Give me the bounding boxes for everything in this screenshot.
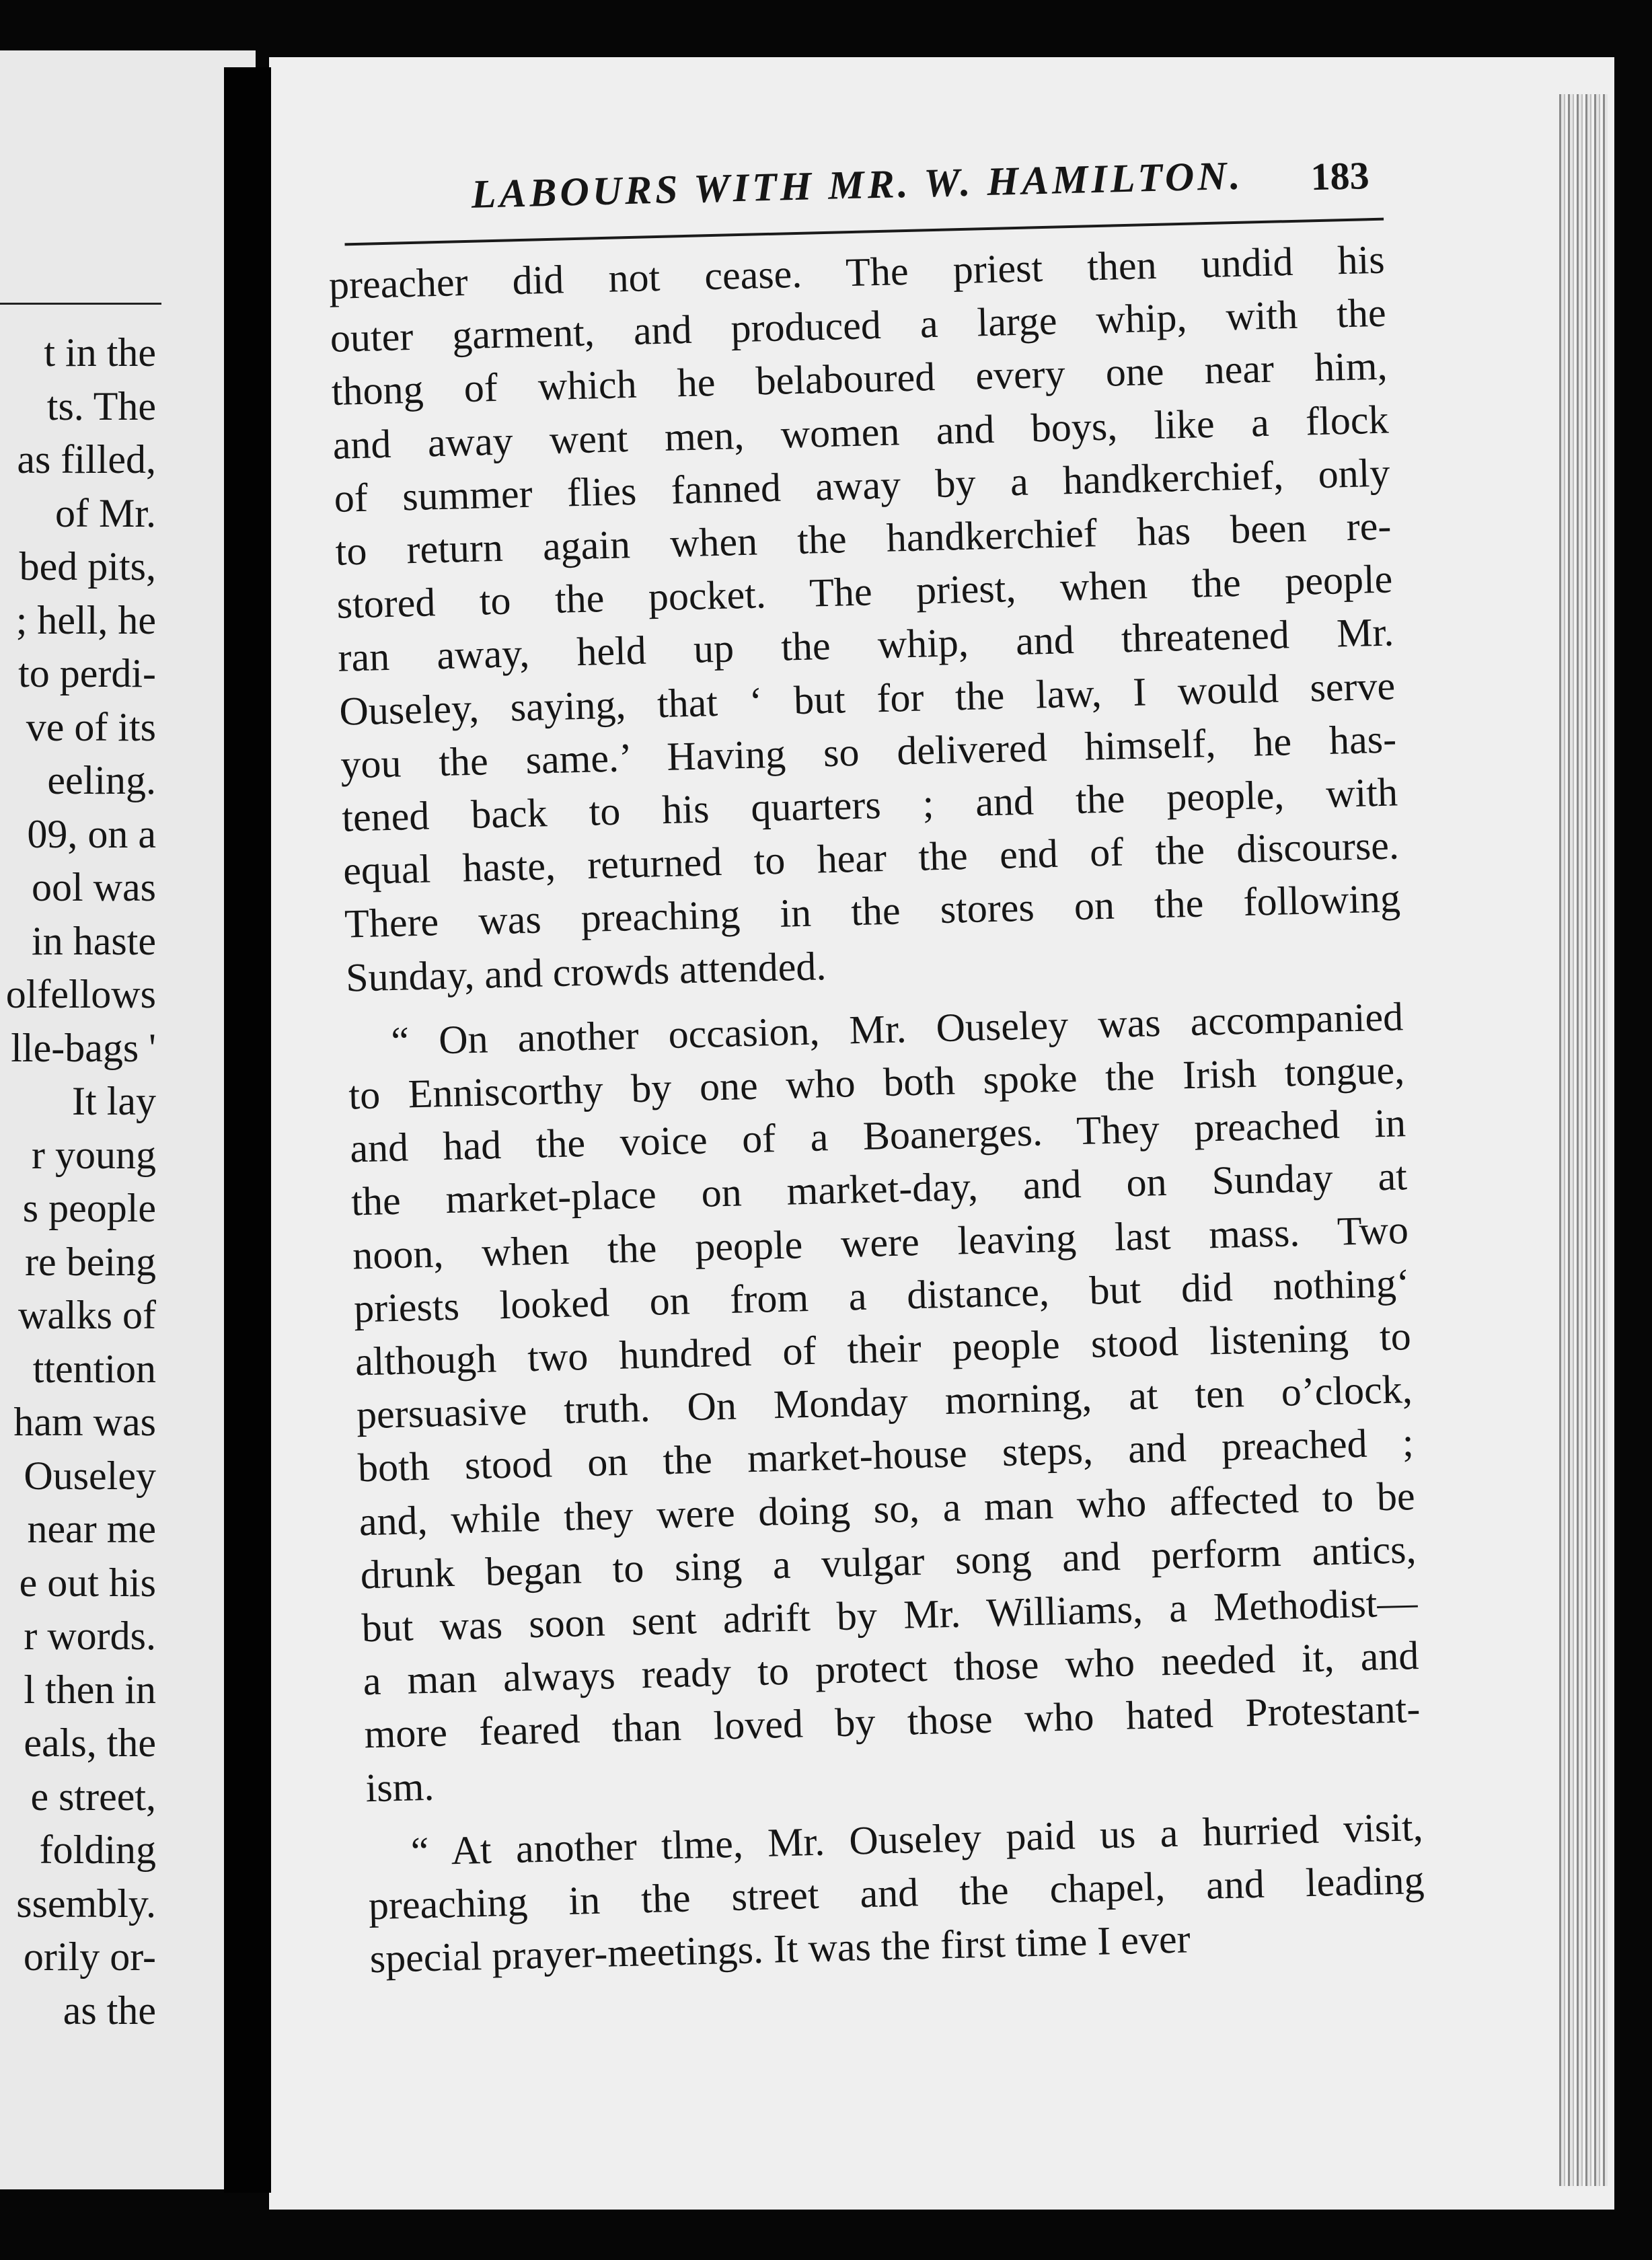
page-text-block <box>326 149 1426 1986</box>
left-page-line: olfellows <box>5 972 156 1016</box>
left-page-line: re being <box>25 1239 156 1284</box>
text-line: There was preaching in the stores on the following <box>344 876 1401 947</box>
left-page-line: walks of <box>18 1293 156 1337</box>
left-page-line: eeling. <box>47 758 156 802</box>
left-page-line: ve of its <box>26 704 156 749</box>
text-line: equal haste, returned to hear the end of the discourse. <box>342 823 1400 893</box>
text-line: to return again when the handkerchief has been re- <box>334 503 1392 574</box>
left-page-rule <box>0 303 161 305</box>
running-head <box>326 149 1384 249</box>
left-page-line: r words. <box>24 1614 156 1658</box>
text-line: and had the voice of a Boanerges. They preached in <box>349 1100 1406 1171</box>
left-page-line: It lay <box>72 1079 156 1123</box>
left-page-line: ts. The <box>46 383 156 428</box>
text-line: ran away, held up the whip, and threatened Mr. <box>337 609 1394 681</box>
left-page-line: to perdi- <box>18 651 156 695</box>
page-number: 183 <box>1310 153 1370 199</box>
right-page <box>269 57 1614 2210</box>
text-line: noon, when the people were leaving last mass. Two <box>352 1207 1409 1278</box>
paragraph <box>367 1801 1426 1986</box>
left-page-line: as the <box>63 1988 156 2033</box>
left-page-line: r young <box>32 1132 156 1177</box>
text-line: more feared than loved by those who hated Protestant- <box>363 1686 1421 1757</box>
text-line: “ On another occasion, Mr. Ouseley was accompanied <box>390 994 1404 1063</box>
text-line: of summer flies fanned away by a handkerchief, only <box>333 450 1391 521</box>
book-gutter <box>224 67 271 2193</box>
text-line: the market-place on market-day, and on Sunday at <box>350 1154 1408 1224</box>
left-page-line: ool was <box>32 865 156 909</box>
text-line: Sunday, and crowds attended. <box>345 943 827 1000</box>
left-page-line: ssembly. <box>16 1881 156 1926</box>
text-line: preacher did not cease. The priest then undid his <box>328 237 1386 307</box>
text-line: thong of which he belaboured every one near him, <box>331 343 1388 414</box>
left-page-line: as filled, <box>17 437 156 482</box>
left-page-line: 09, on a <box>27 811 156 856</box>
left-page-line: e street, <box>30 1774 156 1819</box>
left-page-line: ; hell, he <box>15 597 156 642</box>
left-page-line: folding <box>39 1828 156 1872</box>
text-line: persuasive truth. On Monday morning, at ten o’clock, <box>356 1367 1413 1437</box>
text-line: a man always ready to protect those who needed it, and <box>362 1633 1420 1704</box>
left-page-line: near me <box>27 1507 156 1551</box>
text-line: to Enniscorthy by one who both spoke the Irish tongue, <box>348 1047 1405 1118</box>
text-line: although two hundred of their people stood listening to <box>354 1314 1412 1384</box>
text-line: stored to the pocket. The priest, when the people <box>336 556 1393 628</box>
left-page-line: ham was <box>13 1400 156 1444</box>
left-page <box>0 50 256 2189</box>
text-line: Ouseley, saying, that ‘ but for the law, I would serve <box>338 663 1396 734</box>
left-page-line: eals, the <box>24 1721 156 1765</box>
left-page-line: e out his <box>19 1560 156 1605</box>
text-line: outer garment, and produced a large whip, with the <box>330 290 1387 361</box>
left-page-line: ttention <box>32 1346 156 1391</box>
text-line: tened back to his quarters ; and the people, with <box>341 769 1398 840</box>
left-page-line: t in the <box>44 330 156 375</box>
page-edges <box>1559 94 1608 2186</box>
left-page-line: l then in <box>24 1667 156 1712</box>
left-page-line: orily or- <box>23 1934 156 1979</box>
text-line: you the same.’ Having so delivered himself, he has- <box>340 716 1397 787</box>
text-line: ism. <box>365 1764 435 1810</box>
body-text <box>328 233 1426 1986</box>
paragraph <box>328 233 1402 1005</box>
text-line: and away went men, women and boys, like a flock <box>332 397 1390 467</box>
text-line: and, while they were doing so, a man who affected to be <box>359 1473 1416 1544</box>
text-line: drunk began to sing a vulgar song and perform antics, <box>360 1526 1417 1597</box>
text-line: “ At another tlme, Mr. Ouseley paid us a hurried visit, <box>410 1804 1424 1874</box>
left-page-line: in haste <box>32 918 156 963</box>
left-page-line: s people <box>22 1186 156 1230</box>
left-page-line: Ouseley <box>24 1453 156 1498</box>
text-line: both stood on the market-house steps, and preached ; <box>357 1420 1415 1491</box>
left-page-line: lle-bags ' <box>11 1025 156 1070</box>
text-line: priests looked on from a distance, but did nothing‘ <box>353 1260 1411 1331</box>
text-line: but was soon sent adrift by Mr. Williams, a Methodist— <box>361 1580 1419 1651</box>
running-head-title: LABOURS WITH MR. W. HAMILTON. <box>470 153 1244 217</box>
left-page-line: of Mr. <box>55 490 156 535</box>
left-page-text <box>0 326 156 2037</box>
text-line: special prayer-meetings. It was the first time I ever <box>369 1916 1191 1982</box>
paragraph <box>347 990 1423 1815</box>
left-page-line: bed pits, <box>19 544 156 589</box>
text-line: preaching in the street and the chapel, and leading <box>368 1857 1425 1928</box>
